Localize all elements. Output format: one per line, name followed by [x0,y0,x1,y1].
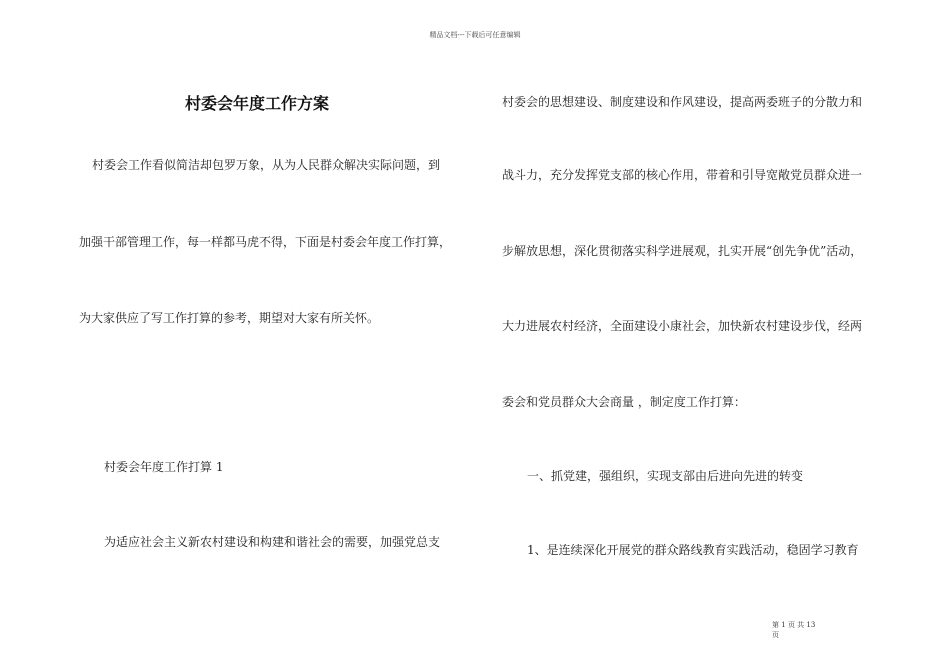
right-line-2: 战斗力，充分发挥党支部的核心作用，带着和引导宽敞党员群众进一 [502,168,863,182]
section-body-line: 为适应社会主义新农村建设和构建和谐社会的需要，加强党总支 [104,535,441,549]
intro-line-1: 村委会工作看似简洁却包罗万象，从为人民群众解决实际问题，到 [92,158,441,172]
page-header-note: 精品文档---下载后可任意编辑 [429,31,521,39]
right-line-5: 委会和党员群众大会商量 ，制定度工作打算： [502,395,746,409]
intro-line-3: 为大家供应了写工作打算的参考，期望对大家有所关怀。 [79,311,380,325]
page-prefix: 第 [772,621,779,629]
section-heading: 村委会年度工作打算 1 [104,460,224,474]
page-suffix: 页 [772,631,779,639]
page-current: 1 [781,621,786,629]
intro-line-2: 加强干部管理工作，每一样都马虎不得，下面是村委会年度工作打算， [79,235,452,249]
page-number [772,620,815,640]
right-line-3: 步解放思想，深化贯彻落实科学进展观，扎实开展“创先争优”活动， [502,244,863,258]
point-1-line: 1、是连续深化开展党的群众路线教育实践活动，稳固学习教育 [527,543,859,557]
right-line-1: 村委会的思想建设、制度建设和作风建设，提高两委班子的分散力和 [502,95,863,109]
page-total: 13 [806,621,816,629]
page-mid: 页 共 [787,621,805,629]
point-heading: 一、抓党建，强组织，实现支部由后进向先进的转变 [527,469,804,483]
right-line-4: 大力进展农村经济，全面建设小康社会，加快新农村建设步伐，经两 [502,319,863,333]
document-title: 村委会年度工作方案 [185,94,330,113]
